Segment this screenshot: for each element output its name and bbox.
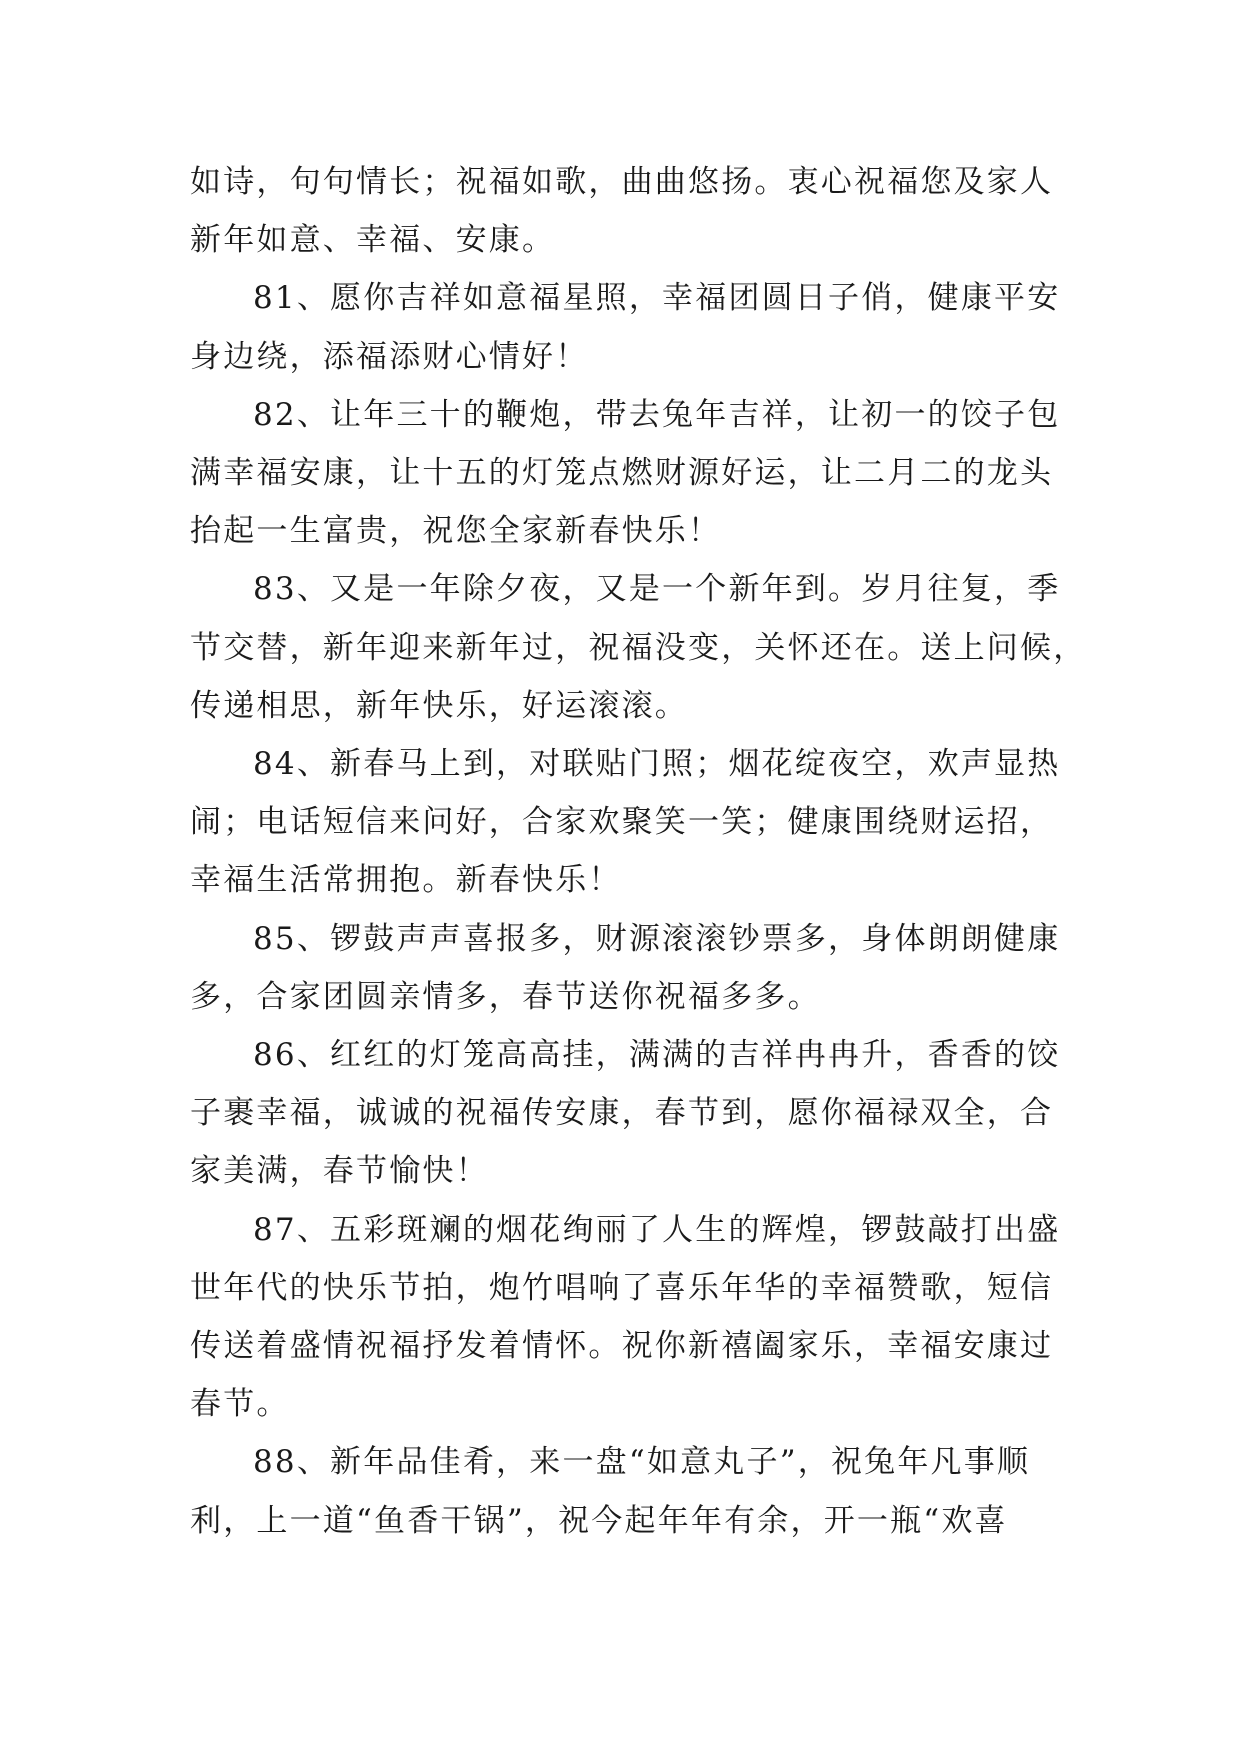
paragraph-82 [190, 386, 1070, 561]
paragraph-85 [190, 910, 1070, 1026]
text-line: 86、红红的灯笼高高挂，满满的吉祥冉冉升，香香的饺 [253, 1037, 1061, 1074]
text-line: 传送着盛情祝福抒发着情怀。祝你新禧阖家乐，幸福安康过 [190, 1328, 1054, 1365]
text-line: 84、新春马上到，对联贴门照；烟花绽夜空，欢声显热 [253, 746, 1061, 783]
text-line: 83、又是一年除夕夜，又是一个新年到。岁月往复，季 [253, 571, 1061, 608]
text-line: 家美满，春节愉快！ [190, 1153, 489, 1190]
text-line: 多，合家团圆亲情多，春节送你祝福多多。 [190, 978, 821, 1015]
text-line: 82、让年三十的鞭炮，带去兔年吉祥，让初一的饺子包 [253, 396, 1061, 433]
text-line: 81、愿你吉祥如意福星照，幸福团圆日子俏，健康平安 [253, 280, 1061, 317]
text-line: 如诗，句句情长；祝福如歌，曲曲悠扬。衷心祝福您及家人 [190, 164, 1054, 200]
text-line: 87、五彩斑斓的烟花绚丽了人生的辉煌，锣鼓敲打出盛 [253, 1211, 1061, 1248]
paragraph-84 [190, 735, 1070, 910]
document-body [190, 153, 1087, 1550]
paragraph-81 [190, 269, 1070, 385]
paragraph-88 [190, 1433, 1070, 1549]
text-line: 世年代的快乐节拍，炮竹唱响了喜乐年华的幸福赞歌，短信 [190, 1269, 1054, 1306]
text-line: 闹；电话短信来问好，合家欢聚笑一笑；健康围绕财运招， [190, 804, 1054, 841]
paragraph-83 [190, 560, 1087, 735]
text-line: 春节。 [190, 1386, 290, 1423]
text-line: 节交替，新年迎来新年过，祝福没变，关怀还在。送上问候， [190, 629, 1087, 666]
text-line: 抬起一生富贵，祝您全家新春快乐！ [190, 513, 722, 550]
text-line: 85、锣鼓声声喜报多，财源滚滚钞票多，身体朗朗健康 [253, 920, 1061, 957]
text-line: 身边绕，添福添财心情好！ [190, 338, 589, 375]
paragraph-86 [190, 1026, 1070, 1201]
text-line: 传递相思，新年快乐，好运滚滚。 [190, 687, 688, 724]
text-line: 88、新年品佳肴，来一盘“如意丸子”，祝兔年凡事顺 [253, 1444, 1031, 1481]
text-line: 新年如意、幸福、安康。 [190, 222, 556, 259]
text-line: 幸福生活常拥抱。新春快乐！ [190, 862, 622, 899]
text-line: 子裹幸福，诚诚的祝福传安康，春节到，愿你福禄双全，合 [190, 1095, 1054, 1132]
text-line: 满幸福安康，让十五的灯笼点燃财源好运，让二月二的龙头 [190, 455, 1054, 492]
paragraph-87 [190, 1201, 1070, 1434]
text-line: 利，上一道“鱼香干锅”，祝今起年年有余，开一瓶“欢喜 [190, 1502, 1008, 1539]
paragraph-continuation [190, 153, 1070, 269]
